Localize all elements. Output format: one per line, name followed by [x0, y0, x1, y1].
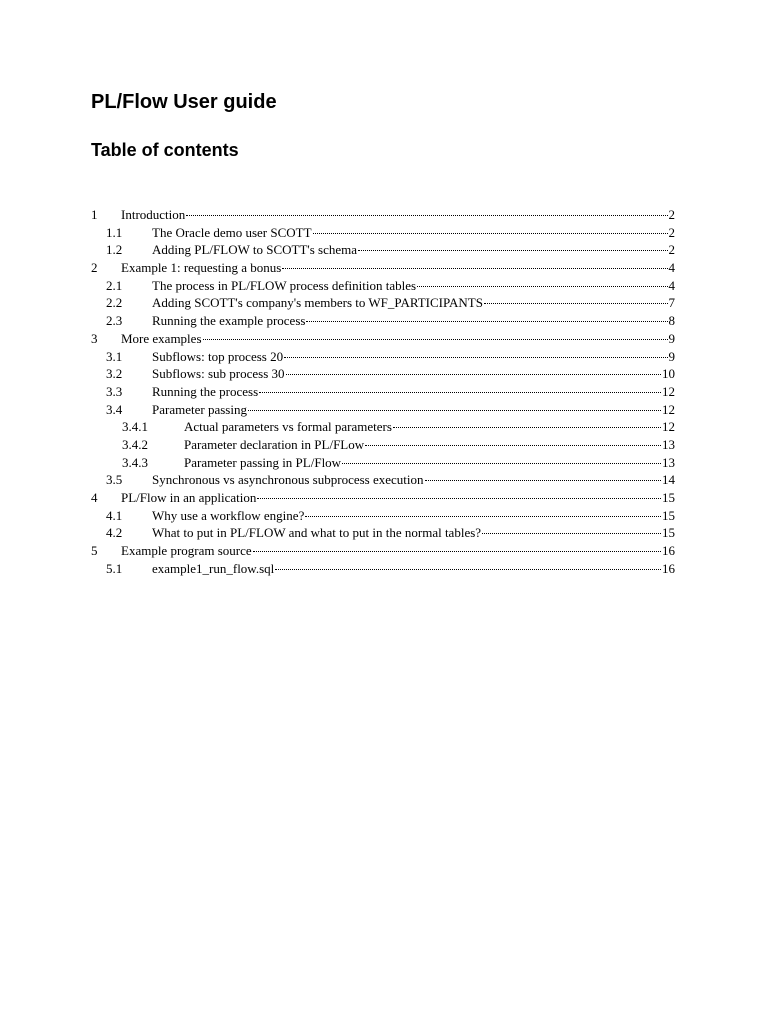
toc-entry[interactable]	[91, 294, 675, 312]
toc-entry-title: Parameter declaration in PL/FLow	[184, 436, 365, 452]
toc-dot-leader	[425, 476, 661, 481]
toc-entry-number: 4.1	[106, 507, 123, 523]
document-title: PL/Flow User guide	[91, 91, 277, 113]
toc-entry-title: Subflows: sub process 30	[152, 366, 285, 382]
toc-entry-title: Parameter passing	[152, 401, 247, 417]
toc-entry[interactable]	[91, 383, 675, 401]
toc-dot-leader	[203, 335, 668, 340]
toc-entry-page-number: 12	[662, 419, 675, 435]
toc-entry-number: 4.2	[106, 525, 123, 541]
toc-entry[interactable]	[91, 277, 675, 295]
toc-entry-number: 3.5	[106, 472, 123, 488]
toc-entry[interactable]	[91, 330, 675, 348]
toc-entry-number: 1.2	[106, 242, 123, 258]
toc-entry[interactable]	[91, 436, 675, 454]
toc-entry-number: 3.3	[106, 383, 123, 399]
toc-dot-leader	[358, 246, 667, 251]
toc-entry-number: 3.4.2	[122, 436, 148, 452]
toc-entry-number: 5.1	[106, 560, 123, 576]
toc-entry-number: 3.4	[106, 401, 123, 417]
toc-entry-number: 1	[91, 207, 98, 222]
toc-dot-leader	[313, 229, 668, 234]
toc-dot-leader	[282, 264, 667, 269]
toc-entry-number: 1.1	[106, 224, 123, 240]
toc-entry-title: Adding PL/FLOW to SCOTT's schema	[152, 242, 358, 258]
toc-entry-page-number: 10	[662, 366, 675, 382]
toc-entry[interactable]	[91, 259, 675, 277]
toc-entry[interactable]	[91, 507, 675, 525]
toc-entry-number: 2.1	[106, 277, 123, 293]
toc-entry-page-number: 4	[668, 260, 675, 276]
toc-entry-title: Why use a workflow engine?	[152, 507, 305, 523]
toc-entry-title: Example program source	[121, 543, 252, 559]
toc-entry-page-number: 8	[668, 313, 675, 329]
toc-entry-title: Parameter passing in PL/Flow	[184, 454, 342, 470]
toc-dot-leader	[248, 406, 661, 411]
toc-entry[interactable]	[91, 241, 675, 259]
toc-entry-title: The Oracle demo user SCOTT	[152, 224, 312, 240]
toc-dot-leader	[257, 494, 661, 499]
toc-dot-leader	[365, 441, 661, 446]
toc-entry-page-number: 2	[668, 242, 675, 258]
toc-dot-leader	[275, 565, 661, 570]
toc-dot-leader	[286, 370, 661, 375]
toc-entry-title: Synchronous vs asynchronous subprocess execution	[152, 472, 424, 488]
toc-dot-leader	[484, 299, 668, 304]
toc-entry-title: Adding SCOTT's company's members to WF_PARTICIPANTS	[152, 295, 483, 311]
toc-entry-number: 3.1	[106, 348, 123, 364]
toc-entry-page-number: 4	[668, 277, 675, 293]
toc-entry[interactable]	[91, 560, 675, 578]
toc-entry-page-number: 9	[668, 330, 675, 346]
toc-entry-number: 3	[91, 330, 98, 346]
toc-entry[interactable]	[91, 489, 675, 507]
toc-entry-page-number: 2	[668, 224, 675, 240]
table-of-contents	[91, 206, 675, 577]
toc-entry-title: example1_run_flow.sql	[152, 560, 275, 576]
toc-entry-title: Introduction	[121, 207, 186, 222]
toc-entry-page-number: 12	[662, 383, 675, 399]
toc-dot-leader	[417, 282, 667, 287]
toc-dot-leader	[253, 547, 661, 552]
toc-entry-title: PL/Flow in an application	[121, 490, 257, 505]
toc-heading: Table of contents	[91, 140, 239, 160]
toc-dot-leader	[393, 423, 661, 428]
toc-entry[interactable]	[91, 454, 675, 472]
toc-entry[interactable]	[91, 206, 675, 224]
toc-entry-title: Actual parameters vs formal parameters	[184, 419, 392, 435]
toc-dot-leader	[186, 211, 667, 216]
toc-dot-leader	[305, 512, 661, 517]
toc-entry[interactable]	[91, 224, 675, 242]
toc-entry-title: Example 1: requesting a bonus	[121, 260, 282, 276]
toc-entry-page-number: 16	[662, 543, 675, 559]
toc-entry-page-number: 16	[662, 560, 675, 576]
toc-dot-leader	[284, 353, 667, 358]
toc-entry-page-number: 14	[662, 472, 675, 488]
toc-entry-number: 2.3	[106, 313, 123, 329]
toc-entry[interactable]	[91, 348, 675, 366]
toc-entry[interactable]	[91, 471, 675, 489]
toc-entry-number: 2	[91, 260, 98, 276]
toc-dot-leader	[482, 529, 661, 534]
toc-entry-number: 3.4.1	[122, 419, 148, 435]
toc-entry-number: 2.2	[106, 295, 123, 311]
toc-entry-page-number: 7	[668, 295, 675, 311]
toc-entry-page-number: 13	[662, 436, 675, 452]
toc-entry-title: The process in PL/FLOW process definition tables	[152, 277, 417, 293]
toc-entry-page-number: 15	[662, 490, 675, 505]
toc-entry[interactable]	[91, 542, 675, 560]
toc-entry[interactable]	[91, 401, 675, 419]
toc-dot-leader	[259, 388, 661, 393]
toc-dot-leader	[342, 459, 661, 464]
toc-entry-number: 5	[91, 543, 98, 559]
toc-entry-title: Running the process	[152, 383, 259, 399]
toc-entry-number: 3.2	[106, 366, 123, 382]
toc-entry-title: More examples	[121, 330, 202, 346]
toc-entry-page-number: 2	[668, 207, 675, 222]
toc-entry[interactable]	[91, 312, 675, 330]
toc-entry-title: What to put in PL/FLOW and what to put in the normal tables?	[152, 525, 482, 541]
toc-dot-leader	[306, 317, 667, 322]
toc-entry[interactable]	[91, 365, 675, 383]
toc-entry[interactable]	[91, 418, 675, 436]
toc-entry-page-number: 12	[662, 401, 675, 417]
toc-entry-title: Subflows: top process 20	[152, 348, 284, 364]
toc-entry-page-number: 15	[662, 525, 675, 541]
toc-entry-page-number: 15	[662, 507, 675, 523]
toc-entry-page-number: 9	[668, 348, 675, 364]
toc-entry-number: 3.4.3	[122, 454, 148, 470]
toc-entry-page-number: 13	[662, 454, 675, 470]
toc-entry-title: Running the example process	[152, 313, 306, 329]
toc-entry[interactable]	[91, 524, 675, 542]
toc-entry-number: 4	[91, 490, 98, 505]
